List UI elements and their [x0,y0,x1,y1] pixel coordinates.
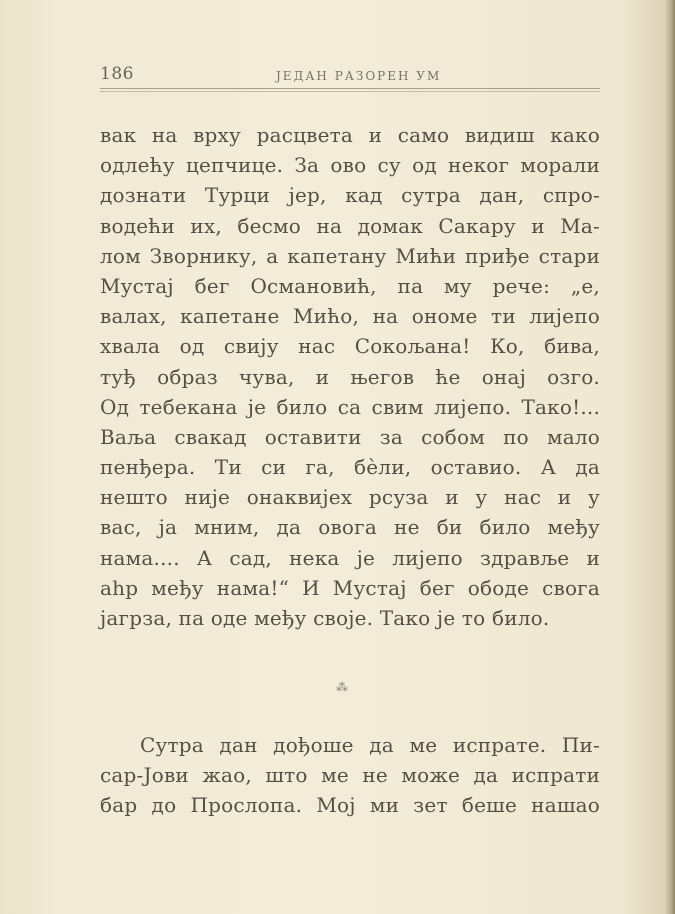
page-number: 186 [100,64,134,84]
section-break: ⁂ [336,680,348,694]
text-line: Од тебекана је било са свим лијепо. Тако!... [100,394,600,419]
text-line: вас, ја мним, да овога не би било међу [100,515,600,540]
page-edge [665,0,675,914]
running-title: ЈЕДАН РАЗОРЕН УМ [276,69,442,83]
text-line: водећи их, бесмо на домак Сакару и Ма- [100,213,600,238]
text-line: валах, капетане Мићо, на ономе ти лијепо [100,304,600,329]
text-line: Мустај бег Османовић, па му рече: „е, [100,273,600,298]
text-line: туђ образ чува, и његов ће онај озго. [100,364,600,389]
paragraph-1 [100,120,600,633]
text-line: Ваља свакад оставити за собом по мало [100,424,600,449]
header-rule [100,88,600,92]
text-line: ahр међу нама!“ И Мустај бег ободе свога [100,575,600,600]
text-line: лом Зворнику, а капетану Мићи приђе стари [100,243,600,268]
text-line: сар-Јови жао, што ме не може да испрати [100,763,600,788]
text-line: Сутра дан дођоше да ме испрате. Пи- [140,733,600,757]
text-line: хвала од свију нас Сокољана! Ко, бива, [100,334,600,359]
text-line: бар до Прослопа. Мој ми зет беше нашао [100,793,600,818]
text-line: одлећу цепчице. За ово су од неког морали [100,153,600,178]
running-head [100,64,600,86]
text-line: нешто није онаквијех рсуза и у нас и у [100,485,600,510]
paragraph-2 [100,730,600,821]
text-line: нама.... А сад, нека је лијепо здравље и [100,545,600,570]
text-line: пенђера. Ти си га, бѐли, оставио. А да [100,455,600,480]
text-line: јагрза, па оде међу своје. Тако је то било. [100,606,550,630]
text-line: вак на врху расцвета и само видиш како [100,123,600,147]
text-line: дознати Турци јер, кад сутра дан, спро- [100,183,600,208]
